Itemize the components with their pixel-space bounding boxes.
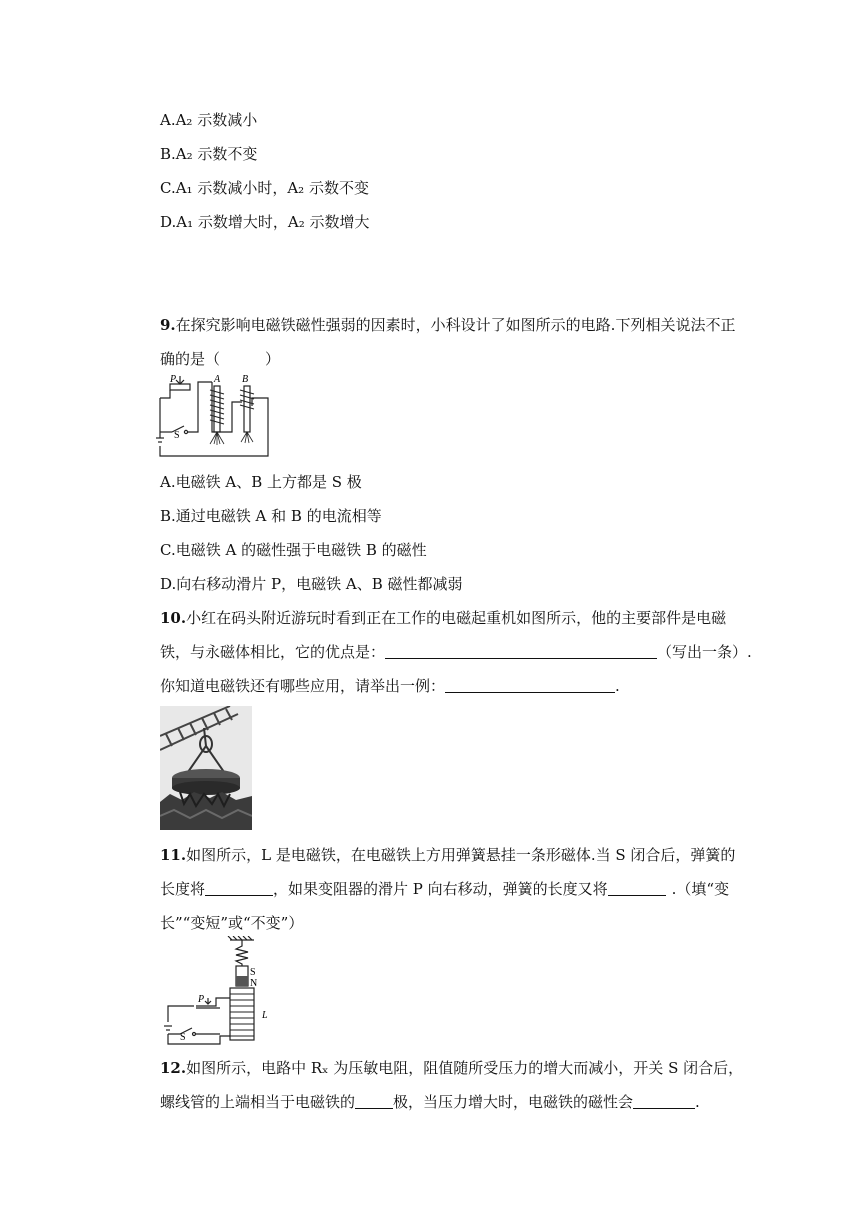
q9-option-b: B.通过电磁铁 A 和 B 的电流相等 <box>160 507 382 525</box>
q11-text2a: 长度将 <box>160 880 206 898</box>
q11-line1 <box>160 844 735 866</box>
q9-stem-text1: 在探究影响电磁铁磁性强弱的因素时，小科设计了如图所示的电路.下列相关说法不正 <box>175 316 736 334</box>
q10-crane-photo <box>160 706 252 830</box>
q9-stem-line2: 确的是（ ） <box>160 350 281 368</box>
q10-blank-advantage[interactable] <box>385 644 657 659</box>
q10-line2 <box>160 641 752 663</box>
q8-option-c: C.A₁ 示数减小时，A₂ 示数不变 <box>160 179 369 197</box>
q11-blank-2[interactable] <box>608 881 666 896</box>
q9-option-d: D.向右移动滑片 P，电磁铁 A、B 磁性都减弱 <box>160 575 463 593</box>
q10-text3b: . <box>615 677 620 695</box>
q8-option-d: D.A₁ 示数增大时，A₂ 示数增大 <box>160 213 370 231</box>
q10-line1 <box>160 607 726 629</box>
q11-circuit-figure <box>150 936 280 1046</box>
q9-option-c: C.电磁铁 A 的磁性强于电磁铁 B 的磁性 <box>160 541 427 559</box>
q12-line1 <box>160 1057 743 1079</box>
q12-text2b: 极，当压力增大时，电磁铁的磁性会 <box>393 1093 634 1111</box>
q10-line3 <box>160 675 620 697</box>
q8-option-b: B.A₂ 示数不变 <box>160 145 258 163</box>
q9-option-a: A.电磁铁 A、B 上方都是 S 极 <box>160 473 362 491</box>
q10-text3a: 你知道电磁铁还有哪些应用，请举出一例： <box>160 677 446 695</box>
q9-label-p: P <box>170 374 177 385</box>
q12-number: 12. <box>160 1059 187 1077</box>
q12-line2 <box>160 1091 700 1113</box>
q11-text1: 如图所示，L 是电磁铁，在电磁铁上方用弹簧悬挂一条形磁体.当 S 闭合后，弹簧的 <box>186 846 736 864</box>
q11-label-p: P <box>198 994 205 1005</box>
q11-line3: 长”“变短”或“不变”） <box>160 914 304 932</box>
q10-text2b: （写出一条）. <box>657 643 752 661</box>
q11-line2 <box>160 878 729 900</box>
q10-text2a: 铁，与永磁体相比，它的优点是： <box>160 643 386 661</box>
q11-label-s-top: S <box>250 967 256 978</box>
q11-label-l: L <box>262 1010 268 1021</box>
q9-circuit-figure <box>150 372 275 460</box>
q9-label-s: S <box>174 430 180 441</box>
q9-label-b: B <box>242 374 249 385</box>
q8-option-a: A.A₂ 示数减小 <box>160 111 258 129</box>
q9-label-a: A <box>214 374 221 385</box>
q10-blank-application[interactable] <box>445 678 615 693</box>
q9-number: 9. <box>160 316 176 334</box>
q9-stem-line1 <box>160 314 735 336</box>
q11-number: 11. <box>160 846 187 864</box>
q11-label-s-switch: S <box>180 1032 186 1043</box>
q12-text2c: . <box>695 1093 700 1111</box>
q11-blank-1[interactable] <box>205 881 273 896</box>
q11-text2c: .（填“变 <box>671 880 730 898</box>
q10-number: 10. <box>160 609 187 627</box>
q12-blank-magnetism[interactable] <box>633 1094 695 1109</box>
q12-text2a: 螺线管的上端相当于电磁铁的 <box>160 1093 356 1111</box>
q11-label-n: N <box>250 978 258 989</box>
q12-text1: 如图所示，电路中 Rₓ 为压敏电阻，阻值随所受压力的增大而减小，开关 S 闭合后， <box>186 1059 744 1077</box>
q12-blank-pole[interactable] <box>355 1094 393 1109</box>
q11-text2b: ，如果变阻器的滑片 P 向右移动，弹簧的长度又将 <box>273 880 608 898</box>
q10-text1: 小红在码头附近游玩时看到正在工作的电磁起重机如图所示，他的主要部件是电磁 <box>186 609 727 627</box>
